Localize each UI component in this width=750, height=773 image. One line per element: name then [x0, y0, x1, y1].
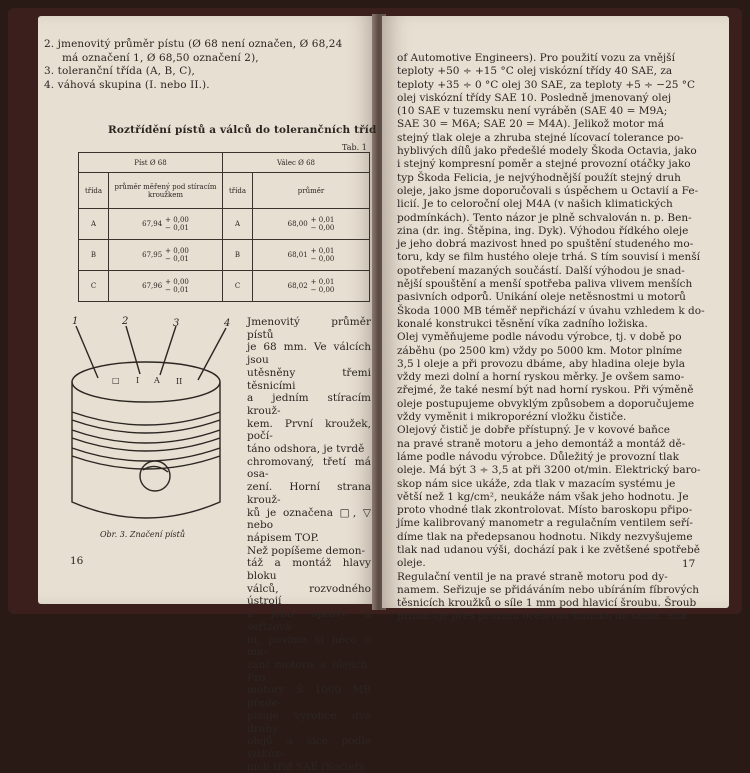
cylinder-diameter-cell: [253, 271, 370, 302]
text-line: pasivních odporů. Unikání oleje netěsnostmi u motorů: [397, 291, 686, 304]
ring-groove: [72, 420, 220, 433]
text-line: konalé konstrukci těsnění víka zadního ložiska.: [397, 317, 648, 330]
text-line: hyblivých dílů jako předešlé modely Škoda Octavia, jako: [397, 145, 697, 158]
figure-label-2: 2: [122, 316, 129, 327]
text-line: Škoda 1000 MB téměř nepřichází v úvahu vzhledem k do-: [397, 304, 705, 317]
text-line: oleje, jako jsme doporučovali s úspěchem u Octavií a Fe-: [397, 184, 699, 197]
col-header-piston-diameter: průměr měřený pod stíracím kroužkem: [109, 173, 223, 209]
paragraph: Jmenovitý průměr pístů je 68 mm. Ve válcích jsou utěsněny třemi těsnicími a jedním stíracím krouž- kem. První kroužek, počí- táno odshora, je tvrdě chromovaný, třetí má osa- zení. Horní strana krouž- ků je označena □, ▽ nebo nápisem TOP. Než popíšeme demon- táž a montáž hlavy bloku válců, rozvodného ústrojí a jeho opravy a seřizová- ní, povíme si něco o ma- zání motoru a olejích. Pro motory Š 1000 MB přede- pisuje výrobce dva druhy olejů a sice podle viskóz- ních tříd SAE (Society: [247, 316, 371, 773]
col-header-class: třída: [223, 173, 253, 209]
figure-caption: Obr. 3. Značení pístů: [100, 530, 185, 539]
text-line: SAE 30 = M6A; SAE 20 = M4A). Jelikož motor má: [397, 118, 664, 131]
list-line: 2. jmenovitý průměr pístu (Ø 68 není označen, Ø 68,24: [44, 38, 343, 50]
text-line: (10 SAE v tuzemsku není vyráběn (SAE 40 = M9A;: [397, 105, 668, 118]
table-row: [79, 240, 370, 271]
text-line: zřejmé, že také nesmí být nad horní ryskou. Při výměně: [397, 384, 694, 397]
text-line: těsnicích kroužků o síle 1 mm pod hlavicí šroubu. Šroub: [397, 597, 697, 610]
piston-mark-class: A: [154, 376, 160, 385]
text-line: na pravé straně motoru a jeho demontáž a montáž dě-: [397, 437, 686, 450]
lower-tolerance: − 0,01: [165, 286, 189, 294]
list-line: 4. váhová skupina (I. nebo II.).: [44, 78, 210, 91]
numbered-list: [44, 38, 374, 92]
text-line: jíme kalibrovaný manometr a regulačním ventilem seří-: [397, 517, 693, 530]
text-line: Olej vyměňujeme podle návodu výrobce, tj. v době po: [397, 331, 682, 344]
piston-value: 67,96: [142, 282, 163, 290]
page-number: 16: [70, 555, 84, 567]
piston-mark-weight: I: [136, 376, 140, 385]
figure-label-3: 3: [173, 318, 180, 329]
text-line: skop nám sice ukáže, zda tlak v mazacím systému je: [397, 477, 676, 490]
body-text-column: [247, 316, 371, 773]
text-line: vždy mezi dolní a horní ryskou měrky. Je ovšem samo-: [397, 371, 685, 384]
page-number: 17: [682, 558, 696, 570]
leader-line: [160, 326, 176, 375]
piston-crown: [72, 362, 220, 402]
class-cell: C: [79, 271, 109, 302]
text-line: je jeho dobrá mazivost hned po spuštění studeného mo-: [397, 238, 694, 251]
class-cell: A: [79, 209, 109, 240]
text-line: 3,5 l oleje a při provozu dbáme, aby hladina oleje byla: [397, 357, 686, 370]
text-line: licií. Je to celoroční olej M4A (v našich klimatických: [397, 198, 673, 211]
text-line: teploty +50 ÷ +15 °C olej viskózní třídy 40 SAE, za: [397, 65, 673, 78]
piston-mark-square: □: [112, 376, 120, 385]
upper-tolerance: + 0,01: [310, 278, 335, 286]
cylinder-diameter-cell: [253, 240, 370, 271]
ring-groove: [72, 430, 220, 443]
lower-tolerance: − 0,00: [310, 255, 335, 263]
text-line: teploty +35 ÷ 0 °C olej 30 SAE, za teploty +5 ÷ −25 °C: [397, 78, 696, 91]
piston-value: 67,95: [142, 251, 163, 259]
table-number: Tab. 1: [342, 143, 367, 152]
group-header-piston: Píst Ø 68: [79, 153, 223, 173]
piston-value: 67,94: [142, 220, 163, 228]
lower-tolerance: − 0,00: [310, 286, 335, 294]
table-row: [79, 271, 370, 302]
col-header-class: třída: [79, 173, 109, 209]
piston-diameter-cell: [109, 240, 223, 271]
text-line: podmínkách). Tento názor je plně schvalován n. p. Ben-: [397, 211, 692, 224]
leader-line: [126, 326, 140, 374]
text-line: of Automotive Engineers). Pro použití vozu za vnější: [397, 52, 675, 64]
ring-groove: [72, 412, 220, 425]
text-line: olej viskózní třídy SAE 10. Posledně jmenovaný olej: [397, 91, 672, 104]
lower-tolerance: − 0,01: [165, 224, 189, 232]
piston-pin-boss: [140, 461, 170, 491]
piston-mark-size: II: [176, 377, 183, 386]
ring-groove: [72, 456, 220, 469]
upper-tolerance: + 0,01: [310, 247, 335, 255]
text-line: nější spouštění a menší spotřeba paliva vlivem menších: [397, 278, 693, 291]
upper-tolerance: + 0,00: [165, 216, 189, 224]
text-line: větší než 1 kg/cm², neukáže nám však jeho hodnotu. Je: [397, 490, 689, 503]
upper-tolerance: + 0,00: [165, 247, 189, 255]
table-caption: Roztřídění pístů a válců do tolerančních tříd: [108, 124, 377, 136]
figure-label-4: 4: [224, 318, 231, 329]
class-cell: A: [223, 209, 253, 240]
upper-tolerance: + 0,01: [310, 216, 335, 224]
text-line: záběhu (po 2500 km) vždy po 5000 km. Motor plníme: [397, 344, 683, 357]
piston-diameter-cell: [109, 209, 223, 240]
text-line: Regulační ventil je na pravé straně motoru pod dy-: [397, 570, 668, 583]
body-text: [397, 52, 705, 624]
class-cell: B: [223, 240, 253, 271]
text-line: typ Škoda Felicia, je nejvýhodnější použít stejný druh: [397, 171, 681, 184]
text-line: oleje postupujeme obvyklým způsobem a doporučujeme: [397, 397, 695, 410]
text-line: oleje.: [397, 557, 426, 570]
ring-groove: [72, 448, 220, 461]
class-cell: C: [223, 271, 253, 302]
text-line: tlak nad udanou výši, dochází pak i ke zvětšené spotřebě: [397, 543, 700, 556]
col-header-cylinder-diameter: průměr: [253, 173, 370, 209]
tolerance-table: [78, 152, 370, 302]
text-line: i stejný kompresní poměr a stejné provozní otáčky jako: [397, 158, 691, 171]
cylinder-value: 68,00: [287, 220, 308, 228]
upper-tolerance: + 0,00: [165, 278, 189, 286]
text-line: opotřebení mazaných součástí. Další výhodou je snad-: [397, 264, 685, 277]
text-line: láme podle návodu výrobce. Důležitý je provozní tlak: [397, 450, 680, 463]
text-line: toru, kdy se film hustého oleje trhá. S tím souvisí i menší: [397, 251, 700, 264]
lower-tolerance: − 0,00: [310, 224, 335, 232]
text-line: vždy vyměnit i mikroporézní vložku čističe.: [397, 411, 627, 424]
lower-tolerance: − 0,01: [165, 255, 189, 263]
list-line: má označení 1, Ø 68,50 označení 2),: [62, 51, 259, 64]
text-line: díme tlak na předepsanou hodnotu. Nikdy nezvyšujeme: [397, 530, 693, 543]
piston-diameter-cell: [109, 271, 223, 302]
text-line: oleje. Má být 3 ÷ 3,5 at při 3200 ot/min. Elektrický baro-: [397, 464, 701, 477]
text-line: namem. Seřizuje se přidáváním nebo ubíráním fíbrových: [397, 583, 700, 596]
cylinder-diameter-cell: [253, 209, 370, 240]
text-line: proto vhodné tlak zkontrolovat. Místo baroskopu připo-: [397, 504, 693, 517]
figure-label-1: 1: [72, 316, 79, 327]
cylinder-value: 68,01: [287, 251, 308, 259]
list-line: 3. toleranční třída (A, B, C),: [44, 65, 195, 77]
piston-figure: [48, 312, 238, 530]
text-line: přitlačuje přes pružinu ocelovou kuličku do sedla. Síla: [397, 610, 687, 623]
text-line: Olejový čistič je dobře přístupný. Je v kovové baňce: [397, 424, 670, 437]
group-header-cylinder: Válec Ø 68: [223, 153, 370, 173]
text-line: zina (dr. ing. Štěpina, ing. Dyk). Výhodou řídkého oleje: [397, 224, 689, 237]
class-cell: B: [79, 240, 109, 271]
table-row: [79, 209, 370, 240]
cylinder-value: 68,02: [287, 282, 308, 290]
ring-groove: [72, 438, 220, 451]
text-line: stejný tlak oleje a zhruba stejné lícovací tolerance po-: [397, 131, 684, 144]
